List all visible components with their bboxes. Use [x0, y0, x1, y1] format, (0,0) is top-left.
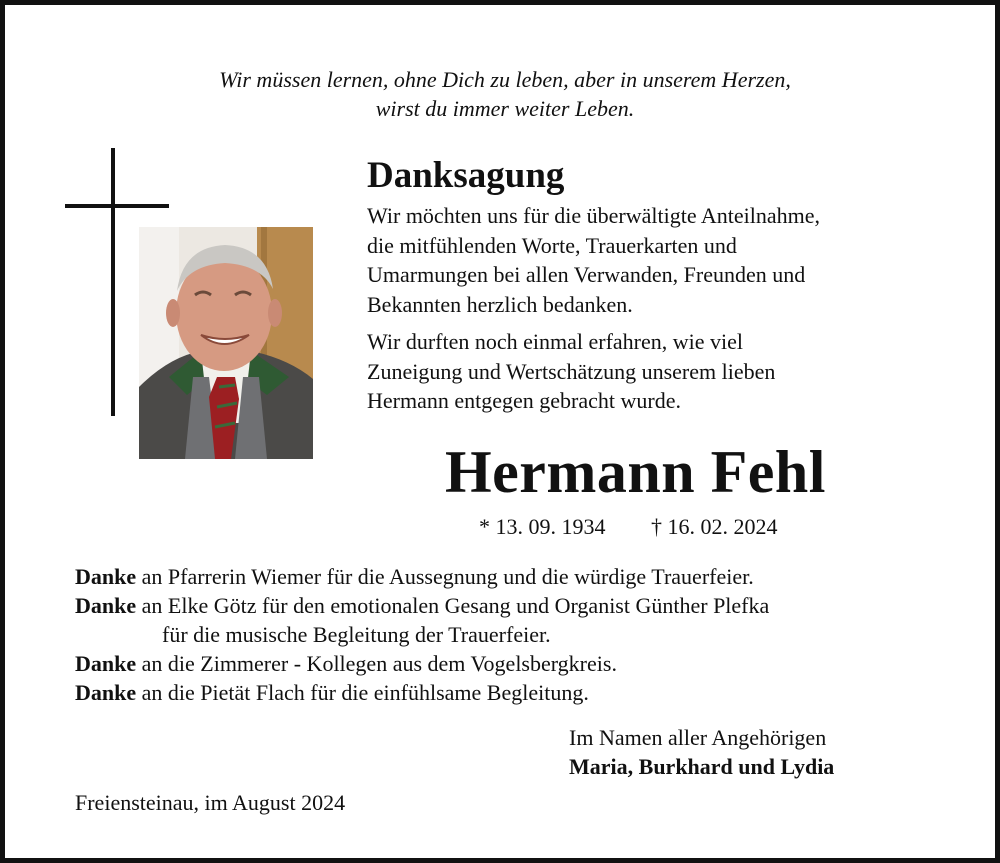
danke-line: [75, 649, 769, 678]
birth-date: * 13. 09. 1934: [479, 514, 606, 539]
thanks-p1-line: Bekannten herzlich bedanken.: [367, 291, 633, 317]
danke-word: Danke: [75, 593, 137, 618]
portrait-photo: [139, 227, 313, 459]
thanks-title: Danksagung: [367, 155, 565, 196]
life-dates: [479, 513, 778, 541]
thanks-p2-line: Hermann entgegen gebracht wurde.: [367, 388, 681, 413]
danke-word: Danke: [75, 651, 137, 676]
signature-line: Im Namen aller Angehörigen: [569, 725, 827, 750]
quote-line-2: wirst du immer weiter Leben.: [375, 96, 635, 121]
thanks-section: [367, 153, 967, 416]
deceased-name: Hermann Fehl: [445, 439, 826, 505]
danke-continuation: für die musische Begleitung der Trauerfeier.: [162, 622, 551, 647]
thanks-p1-line: Umarmungen bei allen Verwanden, Freunden und: [367, 262, 806, 287]
danke-line: [75, 591, 769, 620]
danke-text: an die Pietät Flach für die einfühlsame Begleitung.: [136, 680, 589, 705]
danke-list: [75, 562, 769, 707]
memorial-quote: [5, 65, 1000, 123]
thanks-p1-line: die mitfühlenden Worte, Trauerkarten und: [367, 232, 737, 258]
danke-line: [75, 678, 769, 707]
quote-line-1: Wir müssen lernen, ohne Dich zu leben, aber in unserem Herzen,: [219, 67, 791, 92]
thanks-paragraph-2: [367, 327, 967, 416]
cross-icon: [111, 148, 115, 416]
signature-block: [569, 723, 834, 781]
thanks-paragraph-1: [367, 201, 967, 319]
thanks-p2-line: Zuneigung und Wertschätzung unserem lieben: [367, 358, 776, 384]
death-date: † 16. 02. 2024: [651, 514, 778, 539]
danke-text: an Elke Götz für den emotionalen Gesang und Organist Günther Plefka: [136, 593, 770, 618]
danke-word: Danke: [75, 680, 137, 705]
danke-word: Danke: [75, 564, 137, 589]
signature-family: Maria, Burkhard und Lydia: [569, 754, 835, 779]
thanks-p1-line: Wir möchten uns für die überwältigte Anteilnahme,: [367, 203, 821, 228]
danke-text: an die Zimmerer - Kollegen aus dem Vogelsbergkreis.: [136, 651, 617, 676]
thanks-p2-line: Wir durften noch einmal erfahren, wie viel: [367, 329, 744, 354]
place-date: Freiensteinau, im August 2024: [75, 790, 346, 815]
cross-icon-bar: [65, 204, 169, 208]
danke-text: an Pfarrerin Wiemer für die Aussegnung und die würdige Trauerfeier.: [136, 564, 754, 589]
danke-line: [75, 562, 769, 591]
